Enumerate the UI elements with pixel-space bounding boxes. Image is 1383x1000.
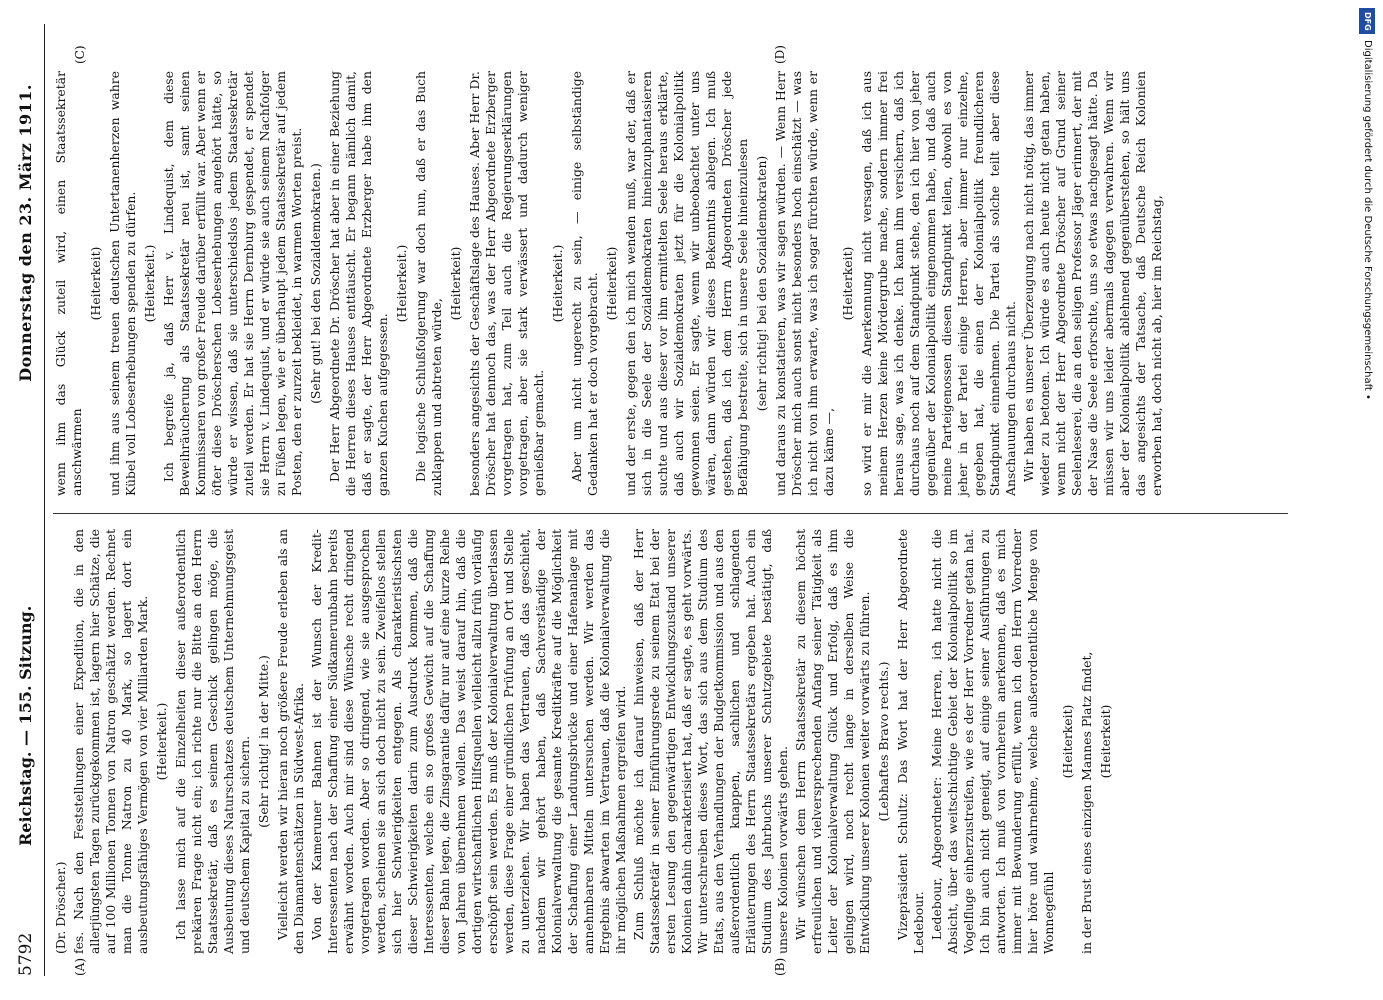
- paragraph: Wir wünschen dem Herrn Staatssekretär zu diesem höchst erfreulichen und vielversprechenden Anfang seiner Tätigkeit als Leiter der Kolonialverwaltung Glück und Erfolg, daß es ihm gelingen wird, noch recht lange in derselben Weise die Entwicklung unserer Kolonien weiter vorwärts zu führen.: [793, 529, 872, 954]
- page-number: 5792: [16, 932, 36, 976]
- paragraph: fes. Nach den Feststellungen einer Expedition, die in den allerjüngsten Tagen zurückgekommen ist, lagern hier Schätze, die auf 100 Millionen Tonnen von Natron geschätzt werden. Rechnet man die Tonne Natron zu 40 Mark, so lagert dort ein ausbeutungsfähiges Vermögen von vier Milliarden Mark.: [71, 529, 150, 954]
- credit-text: Digitalisierung gefördert durch die Deutsche Forschungsgemeinschaft •: [1362, 40, 1373, 400]
- margin-mark-a: (A): [73, 957, 87, 976]
- header-left-title: Reichstag. — 155. Sitzung.: [16, 605, 35, 846]
- interjection: (Heiterkeit.): [394, 244, 409, 323]
- interjection: (Sehr gut! bei den Sozialdemokraten.): [308, 163, 323, 404]
- paragraph: Ich lasse mich auf die Einzelheiten dieser außerordentlich prekären Frage nicht ein; ich richte nur die Bitte an den Herrn Staatssekretär, daß es seinem Geschick gelingen möge, die Ausbeutung dieses Naturschatzes deutschem Unternehmungsgeist und deutschem Kapital zu sichern.: [173, 529, 252, 954]
- margin-mark-d: (D): [773, 45, 787, 64]
- interjection: (sehr richtig! bei den Sozialdemokraten): [754, 155, 769, 412]
- paragraph: und der erste, gegen den ich mich wenden muß, war der, daß er sich in die Seele der Sozialdemokraten hineinzuphantasieren suchte und aus dieser vor ihm ermittelten Seele heraus erklärte, daß auch wir Sozialdemokraten jetzt für die Kolonialpolitik gewonnen seien. Er sagte, wenn wir unbeobachtet unter uns wären, dann würden wir dieses Bekenntnis ablegen. Ich muß gestehen, daß ich dem Herrn Abgeordneten Dröscher jede Befähigung bestreite, sich in unsere Seele hineinzulesen: [623, 71, 750, 496]
- paragraph: Ledebour, Abgeordneter: Meine Herren, ich hatte nicht die Absicht, über das weitschichtige Gebiet der Kolonialpolitik so im Vogelfluge einherzustreifen, wie es der Herr Vorredner getan hat. Ich bin auch nicht geneigt, auf einige seiner Ausführungen zu antworten. Ich muß von vornherein anerkennen, daß es mich immer mit Bewunderung erfüllt, wenn ich den Herrn Vorredner hier höre und wahrnehme, welche außerordentliche Menge von Wonnegefühl: [929, 529, 1056, 954]
- page-header: [10, 24, 45, 976]
- paragraph: Ich begreife ja, daß Herr v. Lindequist, dem diese Beweihräucherung als Staatssekretär neu ist, samt seinen Kommissaren von großer Freude darüber erfüllt war. Aber wenn er öfter diese Dröscherschen Lobeserhebungen angehört hätte, so würde er wissen, daß sie unterschiedslos jedem Staatssekretär zuteil werden. Er hat sie Herrn Dernburg gespendet, er spendet sie Herrn v. Lindequist, und er würde sie auch seinem Nachfolger zu Füßen legen, wie er überhaupt jedem Staatssekretär auf jedem Posten, den er zurzeit bekleidet, in warmen Worten preist.: [161, 71, 304, 496]
- interjection: (Heiterkeit.): [154, 702, 169, 781]
- interjection: (Heiterkeit): [840, 246, 855, 321]
- paragraph: Aber um nicht ungerecht zu sein, — einige selbständige Gedanken hat er doch vorgebracht.: [569, 71, 600, 496]
- text-columns: [53, 24, 1293, 976]
- paragraph: Zum Schluß möchte ich darauf hinweisen, daß der Herr Staatssekretär in seiner Einführungsrede zu seinem Etat bei der ersten Lesung den gegenwärtigen Entwicklungszustand unserer Kolonien dahin charakterisiert hat, daß er sagte, es geht vorwärts. Wir unterschreiben dieses Wort, das sich aus dem Studium des Etats, aus den Verhandlungen der Budgetkommission und aus den außerordentlich knappen, sachlichen und schlagenden Erläuterungen des Herrn Staatssekretärs ergeben hat. Auch ein Studium des Jahrbuchs unserer Schutzgebiete bestätigt, daß unsere Kolonien vorwärts gehen.: [631, 529, 790, 954]
- left-column: [53, 529, 1117, 954]
- interjection: (Heiterkeit): [448, 246, 463, 321]
- interjection: (Heiterkeit): [88, 246, 103, 321]
- paragraph: so wird er mir die Anerkennung nicht versagen, daß ich aus meinem Herzen keine Mördergrube mache, sondern immer frei heraus sage, was ich denke. Ich kann ihm versichern, daß ich durchaus noch auf dem Standpunkt stehe, den ich hier von jeher gegenüber der Kolonialpolitik eingenommen habe, und daß auch meine Parteigenossen diesen Standpunkt teilen, obwohl es von jeher in der Partei einige Herren, aber immer nur einzelne, gegeben hat, die einen der Kolonialpolitik freundlicheren Standpunkt einnehmen. Die Partei als solche teilt aber diese Anschauungen durchaus nicht.: [859, 71, 1018, 496]
- interjection: (Heiterkeit): [1098, 704, 1113, 779]
- paragraph: Von der Kameruner Bahnen ist der Wunsch der Kredit-Interessenten nach der Schaffung einer Südkamerunbahn bereits erwähnt worden. Auch mir sind diese Wünsche recht dringend vorgetragen worden. Aber so dringend, wie sie ausgesprochen werden, scheinen sie an sich doch nicht zu sein. Zweifellos stellen sich hier Schwierigkeiten entgegen. Als charakteristischsten dieser Schwierigkeiten darin zum Ausdruck kommen, daß die Interessenten, welche ein so großes Gewicht auf die Schaffung dieser Bahn legen, die Zinsgarantie dafür nur auf eine kurze Reihe von Jahren übernehmen wollen. Das weist darauf hin, daß die dortigen wirtschaftlichen Hilfsquellen vielleicht allzu früh vorläufig erschöpft sein werden. Es muß der Kolonialverwaltung überlassen werden, diese Frage einer gründlichen Prüfung an Ort und Stelle zu unterziehen. Wir haben das Vertrauen, daß das geschieht, nachdem wir gehört haben, daß Sachverständige der Kolonialverwaltung die gesamte Kreditkräfte auf die Möglichkeit der Schaffung einer Landungsbrücke und einer Hafenanlage mit annehmbaren Mitteln untersuchen werden. Wir werden das Ergebnis abwarten im Vertrauen, daß die Kolonialverwaltung die ihr möglichen Maßnahmen ergreifen wird.: [309, 529, 628, 954]
- margin-mark-b: (B): [773, 957, 787, 976]
- continued-speaker: (Dr. Dröscher.): [53, 861, 68, 954]
- paragraph: besonders angesichts der Geschäftslage des Hauses. Aber Herr Dr. Dröscher hat dennoch das, was der Herr Abgeordnete Erzberger vorgetragen hat, zum Teil auch die Regierungserklärungen vorgetragen, aber sie stark verwässert und dadurch weniger genießbar gemacht.: [467, 71, 546, 496]
- column-divider: [53, 513, 1288, 514]
- right-column: [53, 71, 1167, 496]
- speaker-intro: Vizepräsident Schultz: Das Wort hat der Herr Abgeordnete Ledebour.: [895, 529, 926, 954]
- digitization-credit: [1359, 0, 1375, 1000]
- paragraph: Vielleicht werden wir hieran noch größere Freude erleben als an den Diamantenschätzen in Südwest-Afrika.: [275, 529, 306, 954]
- dfg-logo: DFG: [1359, 8, 1375, 34]
- paragraph: und ihm aus seinem treuen deutschen Untertanenherzen wahre Kübel voll Lobeserhebungen spenden zu dürfen.: [107, 71, 138, 496]
- paragraph: Wir haben es unserer Überzeugung nach nicht nötig, das immer wieder zu betonen. Ich würde es auch heute nicht getan haben, wenn nicht der Herr Abgeordnete Dröscher auf Grund seiner Seelenleserei, die an den seligen Professor Jäger erinnert, der mit der Nase die Seele erforschte, uns so etwas nachgesagt hätte. Da müssen wir uns leider abermals dagegen verwahren. Wenn wir aber der Kolonialpolitik ablehnend gegenüberstehen, so hält uns das angesichts der Tatsache, daß Deutsche Reich Kolonien erworben hat, doch nicht ab, hier im Reichstag,: [1021, 71, 1164, 496]
- margin-mark-c: (C): [73, 45, 87, 64]
- paragraph: Der Herr Abgeordnete Dr. Dröscher hat aber in einer Beziehung die Herren dieses Hauses enttäuscht. Er begann nämlich damit, daß er sagte, der Herr Abgeordnete Erzberger habe ihm den ganzen Kuchen aufgegessen.: [327, 71, 390, 496]
- paragraph: wenn ihm das Glück zuteil wird, einen Staatssekretär anschwärmen: [53, 71, 84, 496]
- paragraph: Die logische Schlußfolgerung war doch nun, daß er das Buch zuklappen und abtreten würde,: [413, 71, 444, 496]
- interjection: (Sehr richtig! in der Mitte.): [256, 655, 271, 828]
- interjection: (Heiterkeit): [1060, 704, 1075, 779]
- paragraph: in der Brust eines einzigen Mannes Platz findet,: [1079, 651, 1094, 954]
- paragraph: und daraus zu konstatieren, was wir sagen würden. — Wenn Herr Dröscher mich auch sonst nicht besonders hoch einschätzt — was ich nicht von ihm erwarte, was ich sogar fürchten würde, wenn er dazu käme —,: [773, 71, 836, 496]
- interjection: (Heiterkeit.): [550, 244, 565, 323]
- interjection: (Heiterkeit): [604, 246, 619, 321]
- interjection: (Lebhaftes Bravo rechts.): [876, 661, 891, 822]
- interjection: (Heiterkeit.): [142, 244, 157, 323]
- header-right-title: Donnerstag den 23. März 1911.: [16, 84, 35, 382]
